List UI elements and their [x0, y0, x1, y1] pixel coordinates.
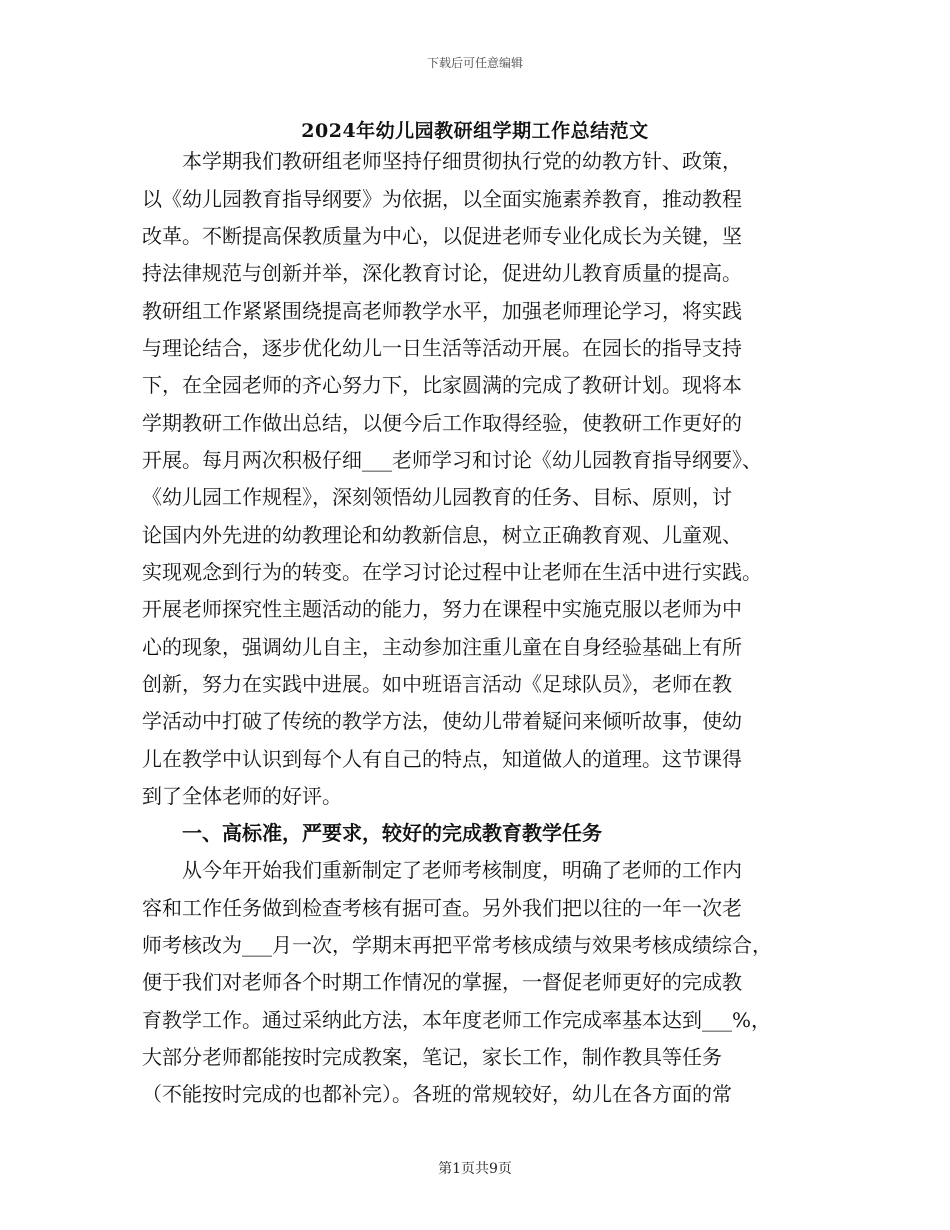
page-header-note: 下载后可任意编辑	[426, 56, 523, 70]
paragraph-line: 《幼儿园工作规程》，深刻领悟幼儿园教育的任务、目标、原则，讨	[142, 485, 732, 509]
paragraph-line: 育教学工作。通过采纳此方法，本年度老师工作完成率基本达到___%，	[142, 1008, 772, 1032]
paragraph-line: 儿在教学中认识到每个人有自己的特点，知道做人的道理。这节课得	[142, 747, 742, 771]
section-heading: 一、高标准，严要求，较好的完成教育教学任务	[182, 821, 602, 845]
paragraph-line: 大部分老师都能按时完成教案，笔记，家长工作，制作教具等任务	[142, 1045, 722, 1069]
paragraph-line: 与理论结合，逐步优化幼儿一日生活等活动开展。在园长的指导支持	[142, 336, 742, 360]
paragraph-line: 持法律规范与创新并举，深化教育讨论，促进幼儿教育质量的提高。	[142, 261, 742, 285]
paragraph-line: 创新，努力在实践中进展。如中班语言活动《足球队员》，老师在教	[142, 672, 732, 696]
paragraph-line: 学活动中打破了传统的教学方法，使幼儿带着疑问来倾听故事，使幼	[142, 709, 742, 733]
paragraph-line: 师考核改为___月一次，学期末再把平常考核成绩与效果考核成绩综合，	[142, 933, 772, 957]
paragraph-line: 从今年开始我们重新制定了老师考核制度，明确了老师的工作内	[182, 858, 742, 882]
paragraph-line: 学期教研工作做出总结，以便今后工作取得经验，使教研工作更好的	[142, 411, 742, 435]
document-title: 2024年幼儿园教研组学期工作总结范文	[301, 120, 649, 142]
paragraph-line: 心的现象，强调幼儿自主，主动参加注重儿童在自身经验基础上有所	[142, 635, 742, 659]
paragraph-line: 论国内外先进的幼教理论和幼教新信息，树立正确教育观、儿童观、	[142, 523, 742, 547]
paragraph-line: 实现观念到行为的转变。在学习讨论过程中让老师在生活中进行实践。	[142, 560, 762, 584]
paragraph-line: 本学期我们教研组老师坚持仔细贯彻执行党的幼教方针、政策，	[182, 149, 742, 173]
paragraph-line: 到了全体老师的好评。	[142, 784, 342, 808]
paragraph-line: （不能按时完成的也都补完）。各班的常规较好，幼儿在各方面的常	[142, 1082, 732, 1106]
paragraph-line: 教研组工作紧紧围绕提高老师教学水平，加强老师理论学习，将实践	[142, 299, 742, 323]
paragraph-line: 下，在全园老师的齐心努力下，比家圆满的完成了教研计划。现将本	[142, 373, 742, 397]
paragraph-line: 开展。每月两次积极仔细___老师学习和讨论《幼儿园教育指导纲要》、	[142, 448, 762, 472]
paragraph-line: 以《幼儿园教育指导纲要》为依据，以全面实施素养教育，推动教程	[142, 187, 742, 211]
paragraph-line: 容和工作任务做到检查考核有据可查。另外我们把以往的一年一次老	[142, 896, 742, 920]
paragraph-line: 便于我们对老师各个时期工作情况的掌握，一督促老师更好的完成教	[142, 970, 742, 994]
paragraph-line: 开展老师探究性主题活动的能力，努力在课程中实施克服以老师为中	[142, 597, 742, 621]
paragraph-line: 改革。不断提高保教质量为中心，以促进老师专业化成长为关键，坚	[142, 224, 742, 248]
page-number: 第1页共9页	[438, 1161, 512, 1177]
